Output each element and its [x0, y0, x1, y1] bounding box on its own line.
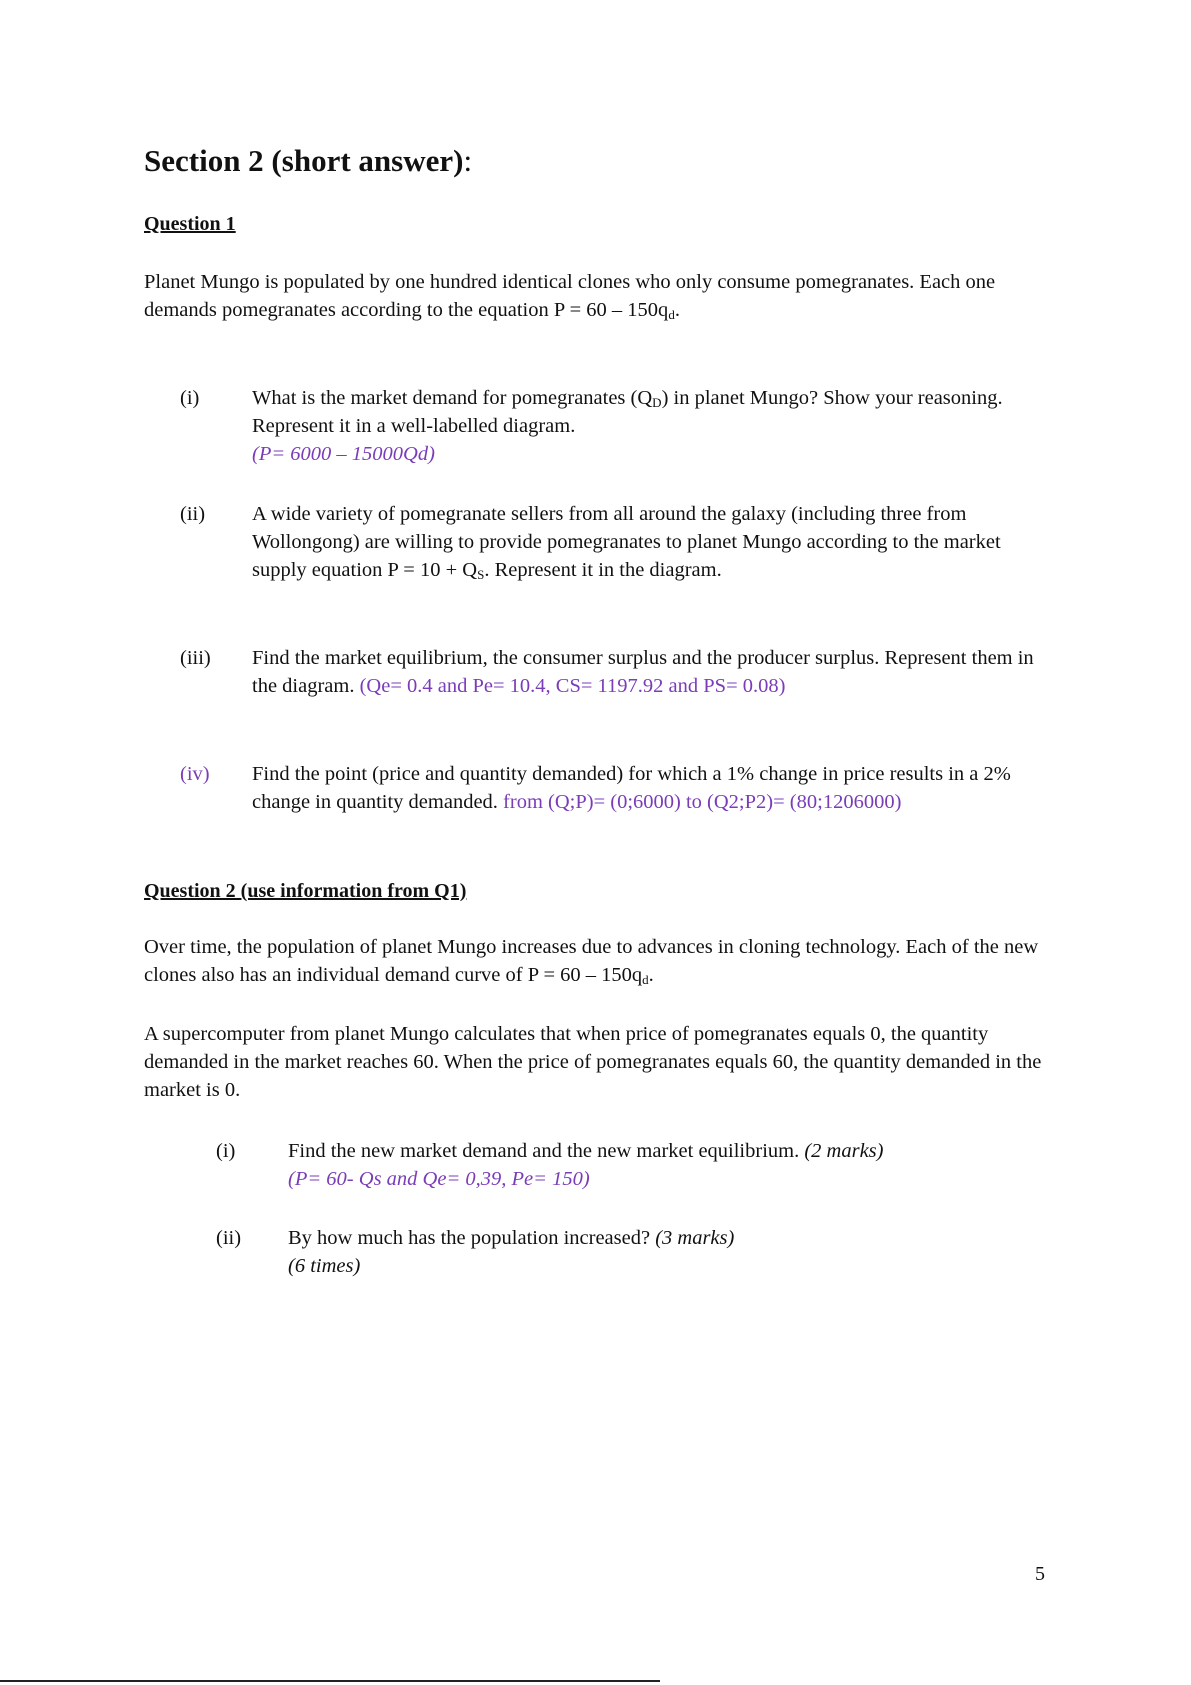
q2-item-2-answer: (6 times)	[288, 1255, 361, 1277]
q1-item-3-answer: (Qe= 0.4 and Pe= 10.4, CS= 1197.92 and PS= 0.08)	[359, 675, 786, 697]
q2-item-2	[288, 1224, 1048, 1280]
question-1-heading: Question 1	[144, 213, 236, 235]
question-1-intro	[144, 268, 1044, 324]
q1-item-4-answer: from (Q;P)= (0;6000) to (Q2;P2)= (80;1206000)	[503, 791, 902, 813]
q1-item-3-number: (iii)	[180, 647, 211, 669]
page-number: 5	[1035, 1563, 1045, 1585]
q2-item-1-text: Find the new market demand and the new market equilibrium.	[288, 1140, 805, 1162]
q1-intro-text: Planet Mungo is populated by one hundred identical clones who only consume pomegranates. Each one demands pomegranates according to the equation P = 60 – 150q	[144, 271, 996, 321]
q2-para1-subscript: d	[642, 972, 649, 987]
q1-item-2-subscript: S	[477, 567, 485, 582]
q2-item-2-number: (ii)	[216, 1227, 242, 1249]
q2-item-2-marks: (3 marks)	[655, 1227, 735, 1249]
section-title	[144, 143, 472, 179]
q1-item-2-text-end: . Represent it in the diagram.	[484, 559, 722, 581]
footer-divider	[0, 1680, 660, 1682]
q1-item-2	[252, 500, 1032, 584]
q1-item-1	[252, 384, 1012, 468]
q2-item-1-number: (i)	[216, 1140, 236, 1162]
q1-item-1-number: (i)	[180, 387, 200, 409]
q2-item-2-text: By how much has the population increased?	[288, 1227, 656, 1249]
q1-item-1-subscript: D	[652, 395, 662, 410]
q2-para1-text: Over time, the population of planet Mungo increases due to advances in cloning technology. Each of the new clones also has an individual demand curve of P = 60 – 150q	[144, 936, 1039, 986]
q1-item-1-text: What is the market demand for pomegranates (Q	[252, 387, 653, 409]
q1-item-2-text: A wide variety of pomegranate sellers from all around the galaxy (including three from Wollongong) are willing to provide pomegranates to planet Mungo according to the market supply equation P = 10 + Q	[252, 503, 1001, 581]
section-title-text: Section 2 (short answer)	[144, 143, 464, 178]
question-2-heading: Question 2 (use information from Q1)	[144, 880, 467, 902]
q1-item-4-text: Find the point (price and quantity demanded) for which a 1% change in price results in a 2% change in quantity demanded.	[252, 763, 1011, 813]
q1-item-3	[252, 644, 1042, 700]
q1-intro-end: .	[674, 299, 680, 321]
q1-item-4	[252, 760, 1042, 816]
section-title-colon: :	[463, 143, 473, 178]
q2-para1-end: .	[648, 964, 654, 986]
q1-intro-subscript: d	[668, 307, 675, 322]
q1-item-2-number: (ii)	[180, 503, 206, 525]
q1-item-4-number: (iv)	[180, 763, 210, 785]
q2-item-1-marks: (2 marks)	[804, 1140, 884, 1162]
q2-item-1-answer: (P= 60- Qs and Qe= 0,39, Pe= 150)	[288, 1168, 590, 1190]
q1-item-1-answer: (P= 6000 – 15000Qd)	[252, 443, 435, 465]
question-2-paragraph-2: A supercomputer from planet Mungo calculates that when price of pomegranates equals 0, the quantity demanded in the market reaches 60. When the price of pomegranates equals 60, the quantity demanded in the market is 0.	[144, 1023, 1042, 1101]
q1-item-3-text: Find the market equilibrium, the consumer surplus and the producer surplus. Represent them in the diagram.	[252, 647, 1034, 697]
q2-item-1	[288, 1137, 1048, 1193]
question-2-paragraph-1	[144, 933, 1044, 989]
q1-item-1-text-end: ) in planet Mungo? Show your reasoning. Represent it in a well-labelled diagram.	[252, 387, 1003, 437]
